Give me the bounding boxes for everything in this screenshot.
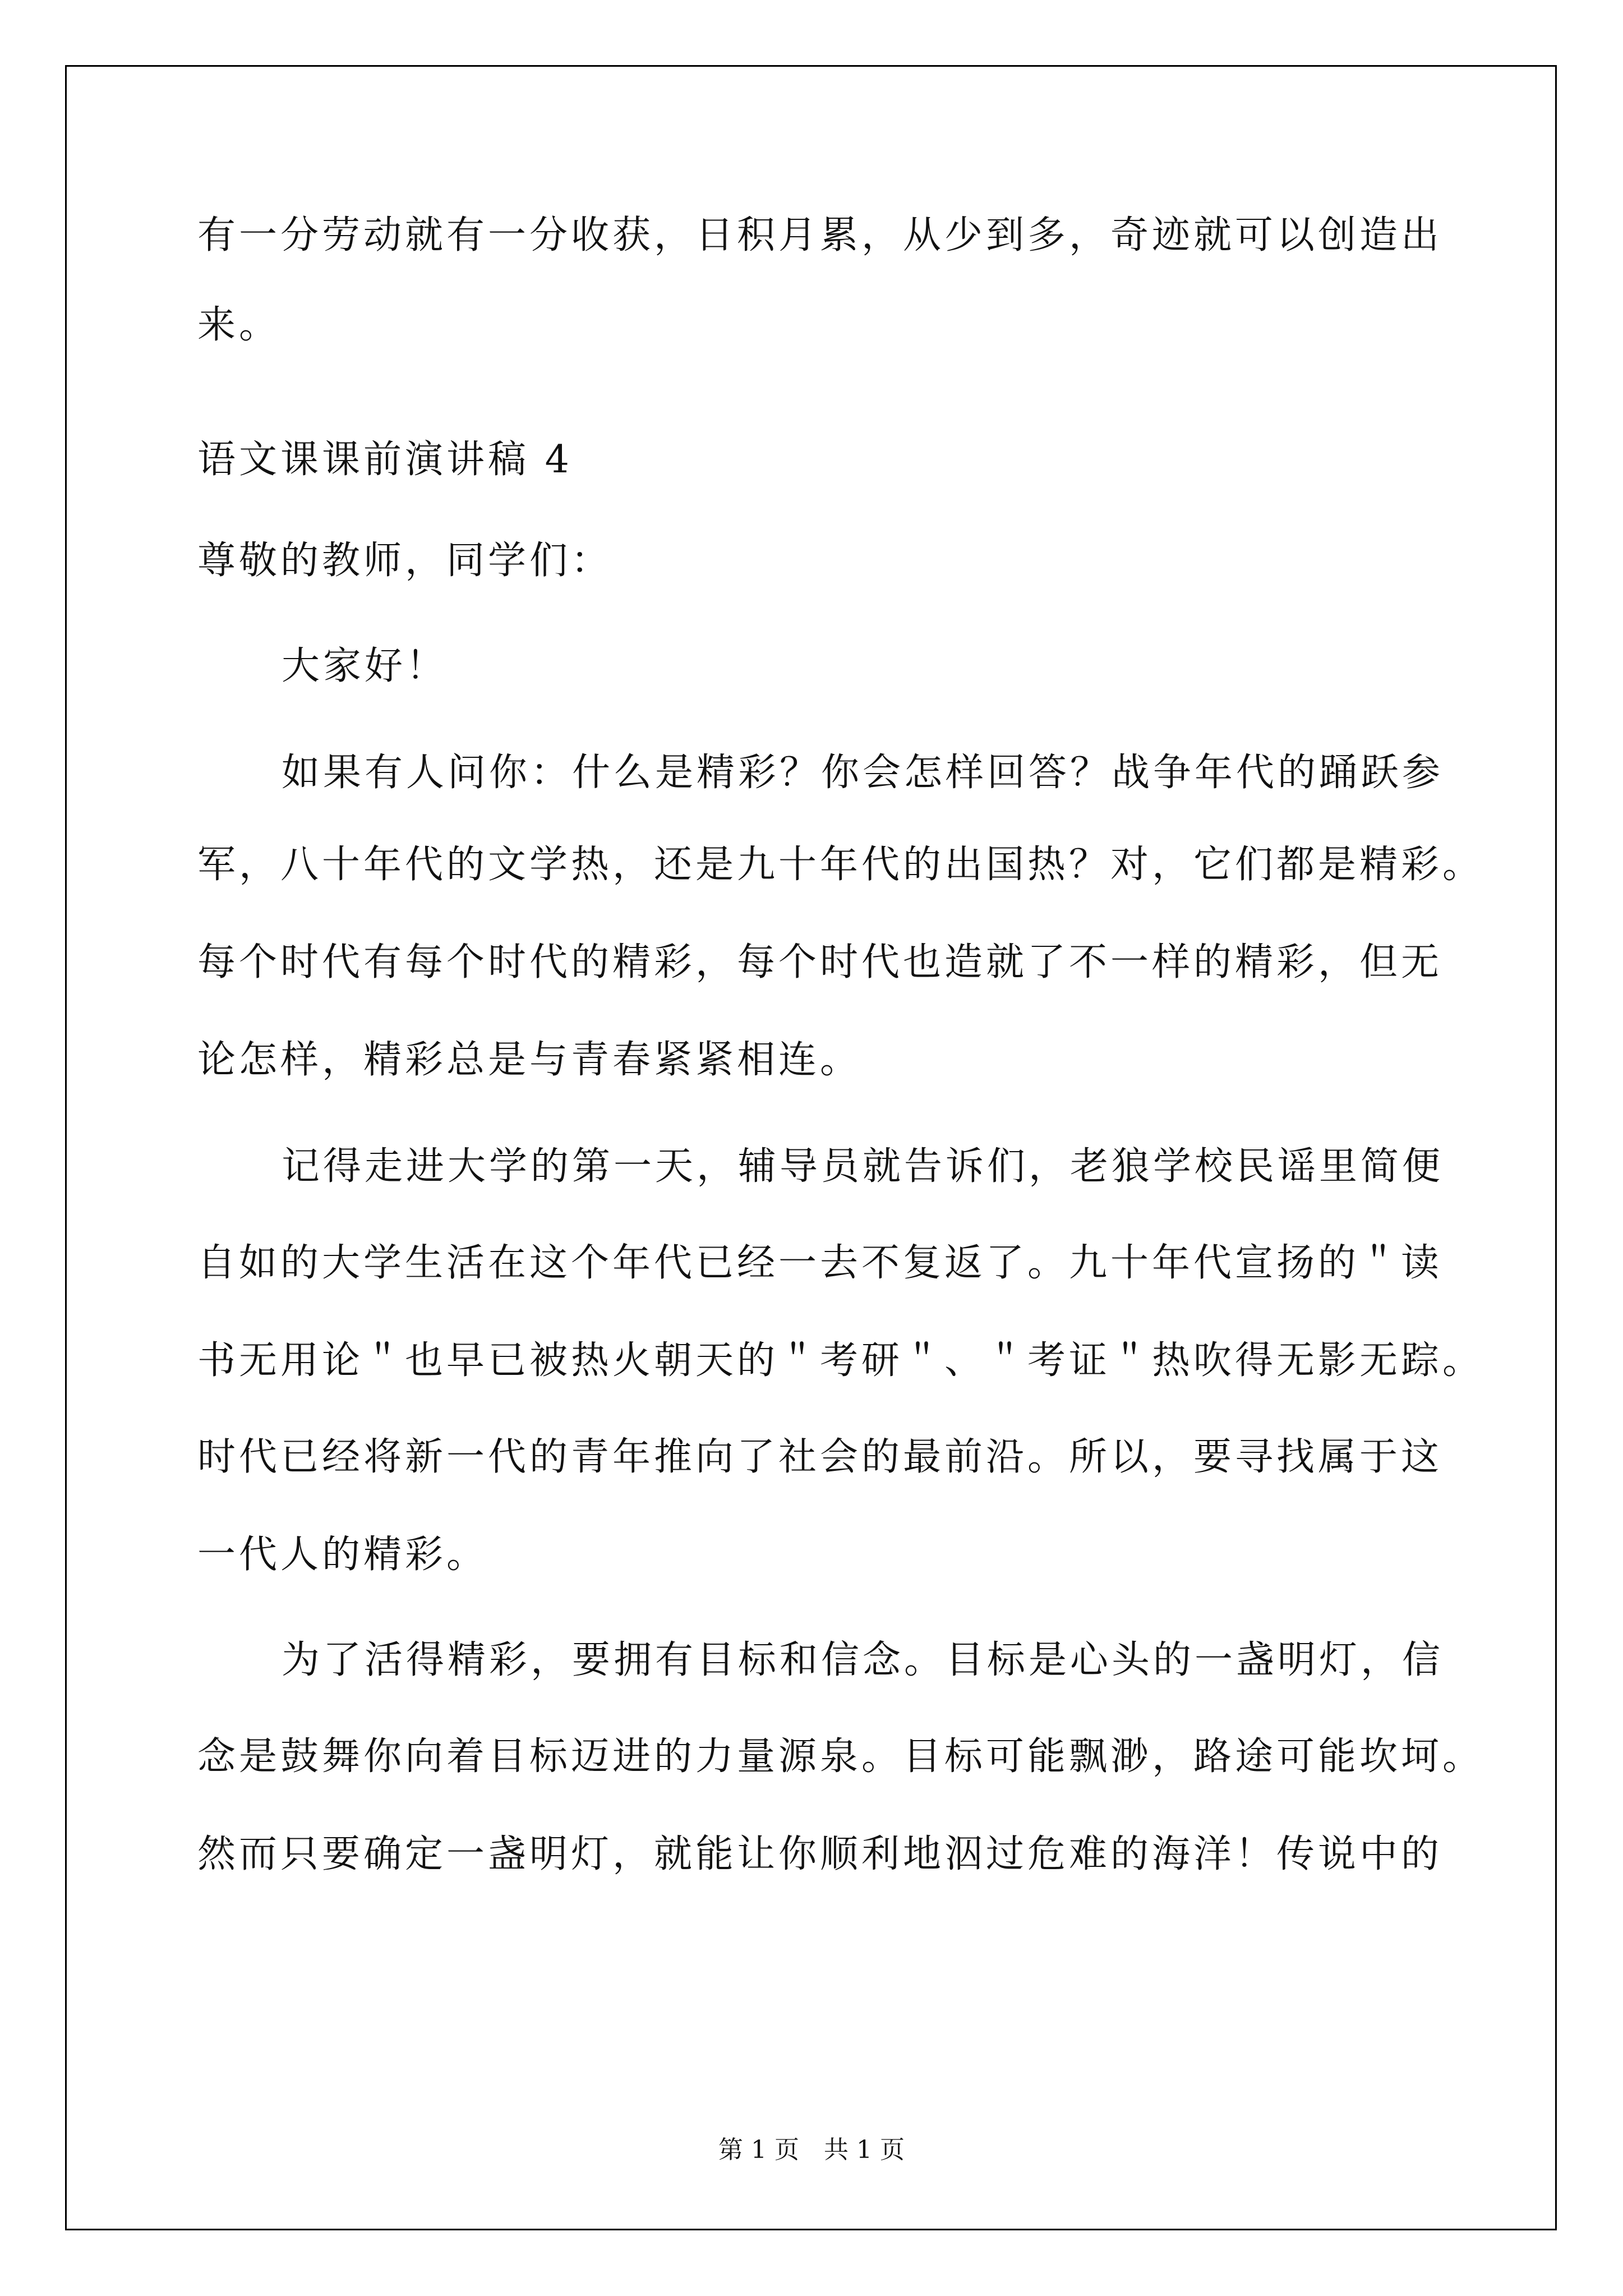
paragraph-line: 自如的大学生活在这个年代已经一去不复返了。九十年代宣扬的＂读 xyxy=(197,1241,1443,1285)
paragraph-line: 如果有人问你：什么是精彩？你会怎样回答？战争年代的踊跃参 xyxy=(282,751,1444,795)
text-line: 来。 xyxy=(197,303,281,347)
paragraph-line: 记得走进大学的第一天，辅导员就告诉们，老狼学校民谣里简便 xyxy=(282,1144,1444,1189)
salutation: 尊敬的教师，同学们： xyxy=(197,539,613,583)
paragraph-line: 一代人的精彩。 xyxy=(197,1533,488,1577)
section-heading: 语文课课前演讲稿 4 xyxy=(197,438,573,482)
paragraph-line: 念是鼓舞你向着目标迈进的力量源泉。目标可能飘渺，路途可能坎坷。 xyxy=(197,1734,1484,1779)
greeting: 大家好！ xyxy=(282,644,448,688)
paragraph-line: 书无用论＂也早已被热火朝天的＂考研＂、＂考证＂热吹得无影无踪。 xyxy=(197,1338,1484,1383)
paragraph-line: 为了活得精彩，要拥有目标和信念。目标是心头的一盏明灯，信 xyxy=(282,1638,1444,1682)
paragraph-line: 时代已经将新一代的青年推向了社会的最前沿。所以，要寻找属于这 xyxy=(197,1435,1443,1479)
paragraph-line: 每个时代有每个时代的精彩，每个时代也造就了不一样的精彩，但无 xyxy=(197,940,1443,984)
text-line: 有一分劳动就有一分收获，日积月累，从少到多，奇迹就可以创造出 xyxy=(197,213,1443,257)
paragraph-line: 论怎样，精彩总是与青春紧紧相连。 xyxy=(197,1038,862,1082)
paragraph-line: 然而只要确定一盏明灯，就能让你顺利地泅过危难的海洋！传说中的 xyxy=(197,1832,1443,1876)
paragraph-line: 军，八十年代的文学热，还是九十年代的出国热？对，它们都是精彩。 xyxy=(197,843,1484,887)
page-footer: 第 1 页 共 1 页 xyxy=(718,2136,905,2164)
